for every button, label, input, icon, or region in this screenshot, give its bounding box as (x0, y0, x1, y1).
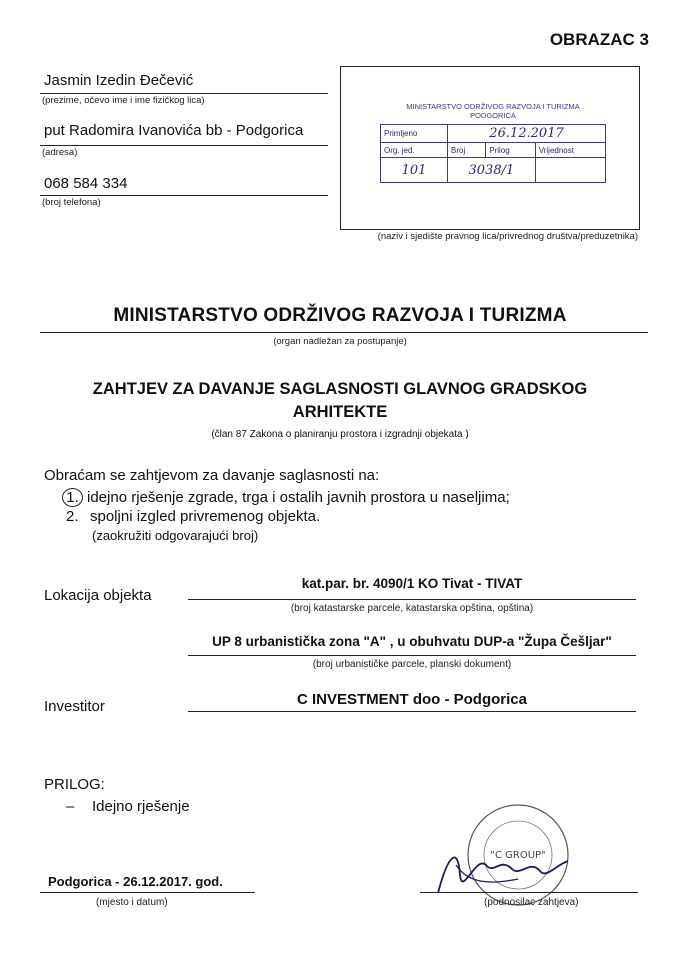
option-1-text: idejno rješenje zgrade, trga i ostalih javnih prostora u naseljima; (87, 489, 510, 506)
option-1-number: 1. (62, 488, 83, 507)
option-2-text: spoljni izgled privremenog objekta. (90, 508, 321, 525)
authority-rule (40, 332, 648, 333)
applicant-caption: (podnosilac zahtjeva) (484, 897, 579, 908)
applicant-address-caption: (adresa) (42, 147, 78, 158)
options-note: (zaokružiti odgovarajući broj) (92, 528, 259, 543)
applicant-signature (428, 835, 578, 905)
request-title-line1: ZAHTJEV ZA DAVANJE SAGLASNOSTI GLAVNOG GRADSKOG (92, 380, 588, 398)
attachment-item-text: Idejno rješenje (92, 798, 190, 815)
stamp-col-org: Org. jed. (381, 143, 448, 158)
stamp-col-vrijednost: Vrijednost (535, 143, 605, 158)
applicant-address: put Radomira Ivanovića bb - Podgorica (44, 122, 304, 139)
stamp-received-label: Primljeno (381, 125, 448, 143)
stamp-received-date: 26.12.2017 (448, 125, 606, 143)
name-rule (40, 93, 328, 94)
authority-caption: (organ nadležan za postupanje) (273, 336, 407, 347)
stamp-vrijednost-value (535, 158, 605, 183)
stamp-col-broj: Broj (448, 143, 486, 158)
request-intro: Obraćam se zahtjevom za davanje saglasnosti na: (44, 467, 380, 484)
investor-rule (188, 711, 636, 712)
stamp-header-title: MINISTARSTVO ODRŽIVOG RAZVOJA I TURIZMA (406, 102, 580, 111)
stamp-org-value: 101 (381, 158, 448, 183)
registry-stamp-table (380, 124, 606, 183)
investor-value: C INVESTMENT doo - Podgorica (296, 691, 527, 708)
location-label: Lokacija objekta (44, 587, 152, 604)
place-date-rule (40, 892, 255, 893)
location-parcel: kat.par. br. 4090/1 KO Tivat - TIVAT (301, 576, 523, 591)
request-title-line2: ARHITEKTE (292, 403, 388, 421)
stamp-header-city: PODGORICA (470, 111, 516, 120)
legal-entity-caption: (naziv i sjedište pravnog lica/privrednog društva/preduzetnika) (377, 231, 638, 242)
applicant-name: Jasmin Izedin Đečević (44, 72, 194, 89)
applicant-phone: 068 584 334 (44, 175, 128, 192)
location-parcel-caption: (broj katastarske parcele, katastarska opština, opština) (290, 603, 534, 614)
legal-basis: (član 87 Zakona o planiranju prostora i izgradnji objekata ) (211, 429, 469, 440)
attachments-label: PRILOG: (44, 776, 105, 793)
svg-text:"C GROUP": "C GROUP" (490, 850, 546, 861)
place-date-caption: (mjesto i datum) (96, 897, 168, 908)
place-date: Podgorica - 26.12.2017. god. (48, 874, 223, 889)
attachment-bullet: – (66, 798, 75, 815)
stamp-col-prilog: Prilog (486, 143, 535, 158)
location-urban-caption: (broj urbanističke parcele, planski dokument) (312, 659, 512, 670)
applicant-name-caption: (prezime, očevo ime i ime fizičkog lica) (42, 95, 205, 106)
option-2-number: 2. (66, 508, 79, 525)
attachment-item (66, 798, 190, 815)
parcel-rule (188, 599, 636, 600)
location-urban: UP 8 urbanistička zona "A" , u obuhvatu DUP-a "Župa Češljar" (212, 634, 612, 649)
form-number: OBRAZAC 3 (549, 30, 649, 49)
urban-rule (188, 655, 636, 656)
phone-rule (40, 195, 328, 196)
address-rule (40, 145, 328, 146)
investor-label: Investitor (44, 698, 105, 715)
option-1 (62, 488, 510, 507)
applicant-phone-caption: (broj telefona) (42, 197, 101, 208)
authority-name: MINISTARSTVO ODRŽIVOG RAZVOJA I TURIZMA (113, 305, 567, 326)
stamp-broj-value: 3038/1 (448, 158, 536, 183)
option-2 (66, 508, 320, 525)
stamp-header (380, 102, 606, 120)
signature-rule (420, 892, 638, 893)
